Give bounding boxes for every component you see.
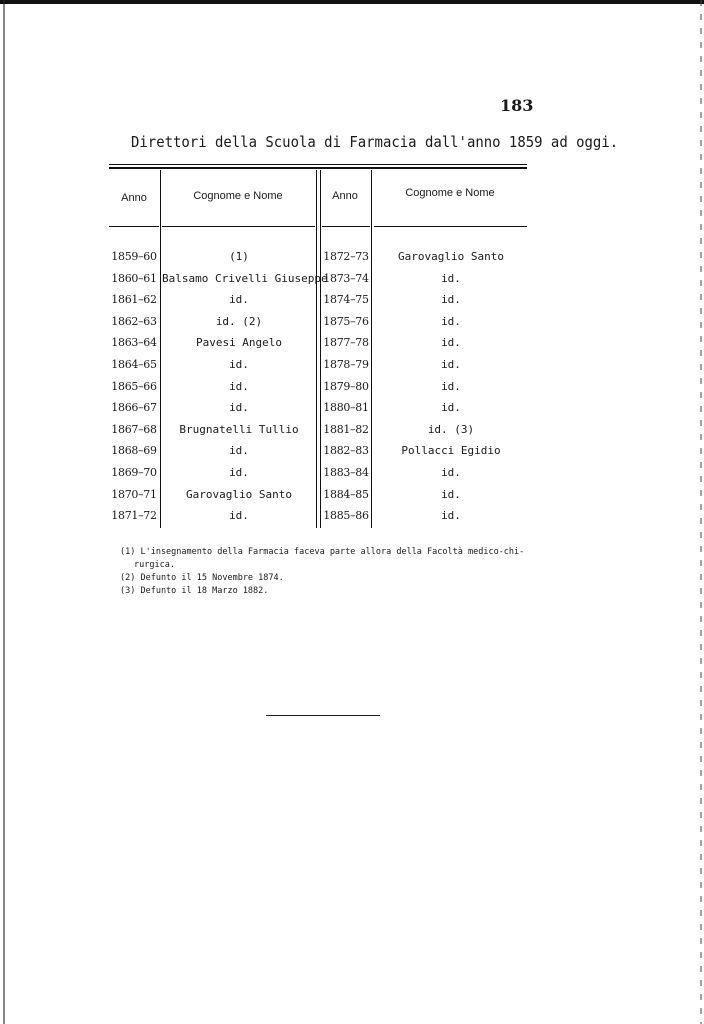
name-right-cell: id. (3) bbox=[427, 423, 475, 436]
name-left-cell: id. bbox=[229, 401, 249, 414]
page-top-edge bbox=[0, 0, 704, 4]
year-right-cell: 1877–78 bbox=[323, 336, 369, 349]
footnote-1: (1) L'insegnamento della Farmacia faceva parte allora della Facoltà medico-chi- bbox=[120, 547, 525, 557]
name-right-cell: id. bbox=[441, 272, 461, 285]
year-left-cell: 1869–70 bbox=[111, 466, 157, 479]
year-left-cell: 1867–68 bbox=[111, 423, 157, 436]
name-right-cell: Pollacci Egidio bbox=[401, 444, 501, 457]
header-rule-col4 bbox=[374, 226, 527, 227]
footnote-3: (3) Defunto il 18 Marzo 1882. bbox=[120, 586, 269, 596]
header-name-left: Cognome e Nome bbox=[193, 190, 283, 202]
name-left-cell: id. bbox=[229, 466, 249, 479]
name-left-cell: Pavesi Angelo bbox=[195, 336, 283, 349]
name-left-cell: Balsamo Crivelli Giuseppe bbox=[162, 272, 328, 285]
name-left-cell: id. bbox=[229, 444, 249, 457]
name-left-cell: (1) bbox=[229, 250, 249, 263]
name-right-cell: id. bbox=[441, 488, 461, 501]
header-name-right: Cognome e Nome bbox=[405, 187, 495, 199]
name-left-cell: id. (2) bbox=[215, 315, 263, 328]
header-rule-col2 bbox=[162, 226, 315, 227]
name-left-cell: Brugnatelli Tullio bbox=[179, 423, 299, 436]
page-number: 183 bbox=[500, 96, 534, 115]
header-year-right: Anno bbox=[332, 190, 358, 202]
year-left-cell: 1871–72 bbox=[111, 509, 157, 522]
name-left-cell: id. bbox=[229, 358, 249, 371]
year-right-cell: 1879–80 bbox=[323, 380, 369, 393]
year-right-cell: 1874–75 bbox=[323, 293, 369, 306]
page-right-edge bbox=[700, 0, 702, 1024]
year-left-cell: 1861–62 bbox=[111, 293, 157, 306]
footnotes bbox=[120, 546, 524, 598]
year-left-cell: 1860–61 bbox=[111, 272, 157, 285]
header-year-left: Anno bbox=[121, 192, 147, 204]
year-left-cell: 1865–66 bbox=[111, 380, 157, 393]
year-right-cell: 1882–83 bbox=[323, 444, 369, 457]
header-rule-col1 bbox=[109, 226, 159, 227]
name-right-cell: id. bbox=[441, 380, 461, 393]
name-left-cell: id. bbox=[229, 380, 249, 393]
year-left-cell: 1859–60 bbox=[111, 250, 157, 263]
closing-rule bbox=[266, 715, 380, 716]
year-right-cell: 1878–79 bbox=[323, 358, 369, 371]
name-right-cell: id. bbox=[441, 401, 461, 414]
footnote-2: (2) Defunto il 15 Novembre 1874. bbox=[120, 573, 284, 583]
name-right-cell: id. bbox=[441, 315, 461, 328]
name-right-cell: Garovaglio Santo bbox=[398, 250, 504, 263]
name-right-cell: id. bbox=[441, 509, 461, 522]
year-right-cell: 1875–76 bbox=[323, 315, 369, 328]
header-rule-col3 bbox=[322, 226, 370, 227]
table-top-rule bbox=[109, 164, 527, 169]
year-right-cell: 1873–74 bbox=[323, 272, 369, 285]
name-left-cell: Garovaglio Santo bbox=[186, 488, 292, 501]
year-right-cell: 1880–81 bbox=[323, 401, 369, 414]
year-left-cell: 1866–67 bbox=[111, 401, 157, 414]
year-right-cell: 1884–85 bbox=[323, 488, 369, 501]
year-left-cell: 1863–64 bbox=[111, 336, 157, 349]
page-left-edge bbox=[3, 0, 5, 1024]
name-right-cell: id. bbox=[441, 336, 461, 349]
year-right-cell: 1883–84 bbox=[323, 466, 369, 479]
page-title: Direttori della Scuola di Farmacia dall'anno 1859 ad oggi. bbox=[131, 133, 619, 151]
column-divider-2a bbox=[316, 170, 317, 528]
year-right-cell: 1885–86 bbox=[323, 509, 369, 522]
footnote-1-continuation: rurgica. bbox=[134, 560, 175, 570]
name-right-cell: id. bbox=[441, 466, 461, 479]
year-right-cell: 1881–82 bbox=[323, 423, 369, 436]
name-right-cell: id. bbox=[441, 358, 461, 371]
name-left-cell: id. bbox=[229, 509, 249, 522]
name-right-cell: id. bbox=[441, 293, 461, 306]
year-left-cell: 1868–69 bbox=[111, 444, 157, 457]
year-right-cell: 1872–73 bbox=[323, 250, 369, 263]
name-left-cell: id. bbox=[229, 293, 249, 306]
year-left-cell: 1862–63 bbox=[111, 315, 157, 328]
year-left-cell: 1870–71 bbox=[111, 488, 157, 501]
year-left-cell: 1864–65 bbox=[111, 358, 157, 371]
